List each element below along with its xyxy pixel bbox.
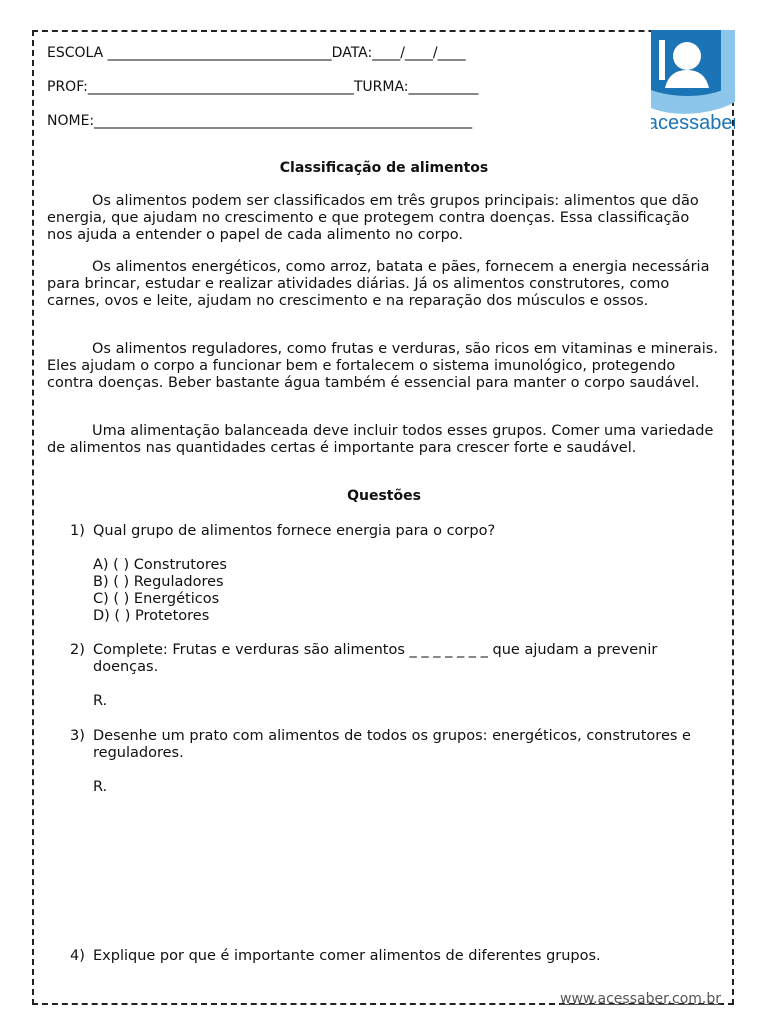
school-date-line: ESCOLA ________________________________DATA:____/____/____ — [47, 45, 466, 61]
page-title: Classificação de alimentos — [279, 160, 489, 176]
question-number: 2) — [70, 642, 85, 658]
answer-label: R. — [93, 693, 108, 709]
questions-title: Questões — [347, 488, 421, 504]
paragraph-3: Os alimentos reguladores, como frutas e verduras, são ricos em vitaminas e minerais. Eles ajudam o corpo a funcionar bem e fortalecem o sistema imunológico, protegendo contra doenças. Beber bastante água também é essencial para manter o corpo saudável. — [47, 341, 718, 391]
option-a: A) ( ) Construtores — [93, 557, 227, 573]
option-b: B) ( ) Reguladores — [93, 574, 224, 590]
option-d: D) ( ) Protetores — [93, 608, 210, 624]
logo-text: acessaber — [651, 112, 735, 132]
question-text: Explique por que é importante comer alimentos de diferentes grupos. — [93, 948, 601, 964]
paragraph-4: Uma alimentação balanceada deve incluir todos esses grupos. Comer uma variedade de alimentos nas quantidades certas é importante para crescer forte e saudável. — [47, 423, 714, 456]
question-2 — [70, 642, 720, 676]
answer-label: R. — [93, 779, 108, 795]
name-line: NOME:______________________________________________________ — [47, 113, 473, 129]
paragraph-2: Os alimentos energéticos, como arroz, batata e pães, fornecem a energia necessária para brincar, estudar e realizar atividades diárias. Já os alimentos construtores, como carnes, ovos e leite, ajudam no crescimento e na reparação dos músculos e ossos. — [47, 259, 710, 309]
option-c: C) ( ) Energéticos — [93, 591, 220, 607]
question-number: 4) — [70, 948, 85, 964]
question-text: Desenhe um prato com alimentos de todos os grupos: energéticos, construtores e reguladores. — [93, 728, 691, 761]
page-border — [32, 30, 734, 1005]
acessaber-logo — [651, 30, 735, 132]
footer-link[interactable]: www.acessaber.com.br — [560, 991, 721, 1007]
question-3 — [70, 728, 720, 762]
question-1 — [70, 523, 720, 540]
paragraph-1: Os alimentos podem ser classificados em três grupos principais: alimentos que dão energia, que ajudam no crescimento e que protegem contra doenças. Essa classificação nos ajuda a entender o papel de cada alimento no corpo. — [47, 193, 699, 243]
question-number: 1) — [70, 523, 85, 539]
question-number: 3) — [70, 728, 85, 744]
question-4 — [70, 948, 720, 965]
question-text: Qual grupo de alimentos fornece energia para o corpo? — [93, 523, 496, 539]
prof-class-line: PROF:______________________________________TURMA:__________ — [47, 79, 479, 95]
question-text: Complete: Frutas e verduras são alimentos _ _ _ _ _ _ _ que ajudam a prevenir doenças. — [93, 642, 658, 675]
